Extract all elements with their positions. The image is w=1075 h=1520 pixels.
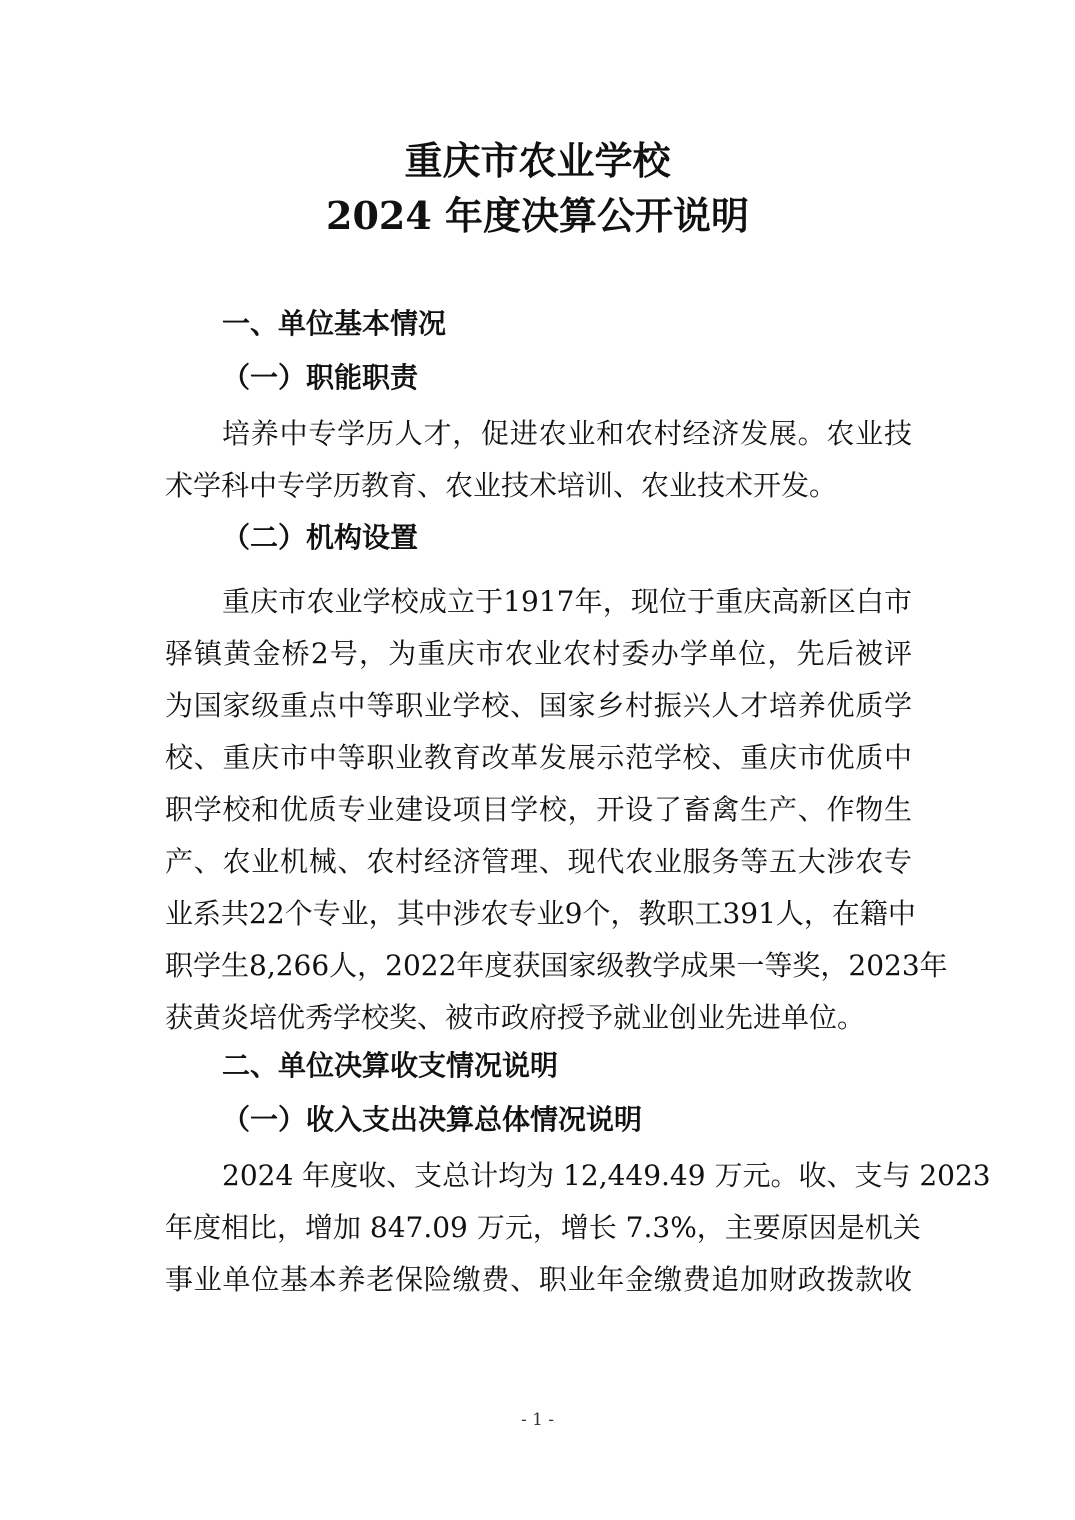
paragraph-line: 职学生8,266人，2022年度获国家级教学成果一等奖，2023年 <box>165 949 948 982</box>
paragraph-line: 为国家级重点中等职业学校、国家乡村振兴人才培养优质学 <box>165 689 912 722</box>
title-line-1: 重庆市农业学校 <box>404 138 671 183</box>
paragraph-line: 术学科中专学历教育、农业技术培训、农业技术开发。 <box>165 469 838 502</box>
paragraph-line: 重庆市农业学校成立于1917年，现位于重庆高新区白市 <box>222 585 912 618</box>
subsection-heading-overview: （一）收入支出决算总体情况说明 <box>222 1103 643 1136</box>
paragraph-functions <box>165 408 912 512</box>
paragraph-line: 职学校和优质专业建设项目学校，开设了畜禽生产、作物生 <box>165 793 912 826</box>
paragraph-line: 获黄炎培优秀学校奖、被市政府授予就业创业先进单位。 <box>165 1001 866 1034</box>
paragraph-line: 业系共22个专业，其中涉农专业9个，教职工391人，在籍中 <box>165 897 916 930</box>
paragraph-line: 校、重庆市中等职业教育改革发展示范学校、重庆市优质中 <box>165 741 912 774</box>
paragraph-overview <box>165 1150 991 1306</box>
paragraph-line: 培养中专学历人才，促进农业和农村经济发展。农业技 <box>222 417 912 450</box>
section-heading-1: 一、单位基本情况 <box>222 307 447 340</box>
paragraph-line: 2024 年度收、支总计均为 12,449.49 万元。收、支与 2023 <box>222 1159 991 1192</box>
paragraph-line: 驿镇黄金桥2号，为重庆市农业农村委办学单位，先后被评 <box>165 637 912 670</box>
paragraph-line: 产、农业机械、农村经济管理、现代农业服务等五大涉农专 <box>165 845 912 878</box>
paragraph-organization <box>165 576 948 1044</box>
subsection-heading-organization: （二）机构设置 <box>222 521 419 554</box>
document-title <box>0 133 1075 243</box>
subsection-heading-functions: （一）职能职责 <box>222 361 419 394</box>
paragraph-line: 事业单位基本养老保险缴费、职业年金缴费追加财政拨款收 <box>165 1263 912 1296</box>
title-line-2: 2024 年度决算公开说明 <box>326 193 749 238</box>
paragraph-line: 年度相比，增加 847.09 万元，增长 7.3%，主要原因是机关 <box>165 1211 921 1244</box>
section-heading-2: 二、单位决算收支情况说明 <box>222 1049 559 1082</box>
page-number: - 1 - <box>520 1410 555 1430</box>
